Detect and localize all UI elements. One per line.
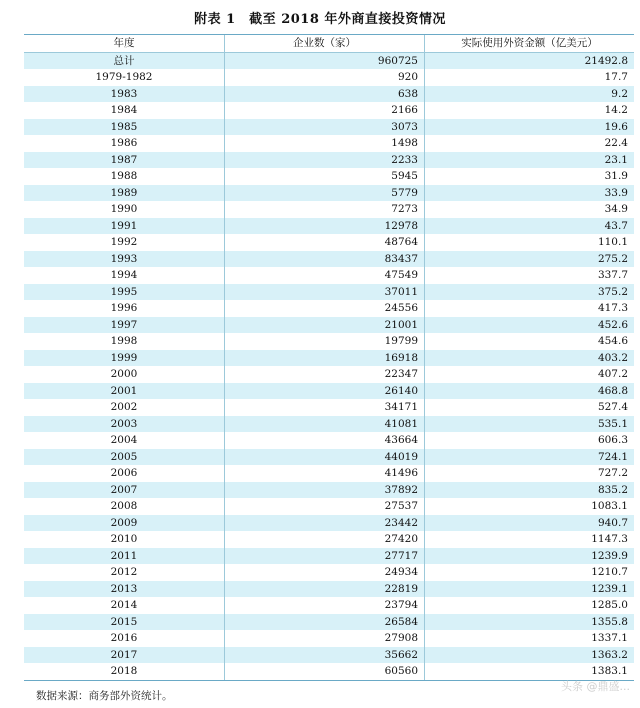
cell-amount: 34.9: [604, 203, 628, 215]
cell-year: 2016: [24, 630, 225, 647]
cell-year: 1998: [24, 333, 225, 350]
cell-amount: 1363.2: [591, 648, 628, 661]
table-row: [24, 234, 634, 251]
table-row: [24, 432, 634, 449]
cell-year: 1984: [24, 102, 225, 119]
cell-enterprises: 12978: [225, 218, 425, 235]
cell-enterprises: 35662: [225, 647, 425, 664]
table-row: [24, 53, 634, 70]
table-title: 附表 1 截至 2018 年外商直接投资情况: [194, 12, 446, 27]
cell-enterprises: 44019: [225, 449, 425, 466]
cell-amount: 275.2: [597, 252, 628, 265]
table-row: [24, 69, 634, 86]
cell-year: 1995: [24, 284, 225, 301]
cell-amount: 375.2: [597, 285, 628, 298]
cell-year: 2013: [24, 581, 225, 598]
cell-year: 2011: [24, 548, 225, 565]
cell-enterprises: 960725: [225, 53, 425, 70]
cell-amount: 23.1: [604, 153, 628, 166]
cell-year: 2006: [24, 465, 225, 482]
table-row: [24, 102, 634, 119]
cell-year: 1985: [24, 119, 225, 136]
cell-enterprises: 47549: [225, 267, 425, 284]
cell-year: 1979-1982: [24, 69, 225, 86]
cell-year: 1999: [24, 350, 225, 367]
table-row: [24, 168, 634, 185]
table-row: [24, 482, 634, 499]
cell-amount: 835.2: [597, 483, 628, 496]
cell-year: 2003: [24, 416, 225, 433]
cell-enterprises: 3073: [225, 119, 425, 136]
cell-amount: 110.1: [597, 236, 628, 248]
cell-year: 1997: [24, 317, 225, 334]
cell-amount: 940.7: [597, 516, 628, 529]
cell-enterprises: 24556: [225, 300, 425, 317]
cell-amount: 14.2: [604, 104, 628, 116]
cell-year: 2014: [24, 597, 225, 614]
cell-amount: 1239.9: [591, 549, 628, 562]
fdi-table: [24, 34, 634, 681]
cell-year: 2010: [24, 531, 225, 548]
cell-enterprises: 60560: [225, 663, 425, 680]
cell-enterprises: 16918: [225, 350, 425, 367]
cell-year: 1983: [24, 86, 225, 103]
cell-year: 2018: [24, 663, 225, 680]
cell-amount: 417.3: [597, 302, 628, 314]
cell-year: 1993: [24, 251, 225, 268]
cell-year: 1986: [24, 135, 225, 152]
cell-amount: 727.2: [597, 467, 628, 479]
cell-amount: 407.2: [597, 368, 628, 380]
cell-year: 1989: [24, 185, 225, 202]
table-row: [24, 218, 634, 235]
table-row: [24, 548, 634, 565]
watermark: 头条 @鼎盛...: [561, 680, 630, 693]
cell-year: 1988: [24, 168, 225, 185]
cell-enterprises: 27717: [225, 548, 425, 565]
header-year: 年度: [24, 35, 225, 52]
table-row: [24, 515, 634, 532]
cell-enterprises: 43664: [225, 432, 425, 449]
table-row: [24, 630, 634, 647]
table-row: [24, 383, 634, 400]
header-enterprises: 企业数（家）: [225, 35, 425, 52]
table-row: [24, 317, 634, 334]
header-amount: 实际使用外资金额（亿美元）: [461, 37, 598, 49]
cell-enterprises: 19799: [225, 333, 425, 350]
cell-amount: 21492.8: [584, 54, 628, 67]
cell-year: 2002: [24, 399, 225, 416]
cell-amount: 535.1: [597, 417, 628, 430]
cell-enterprises: 34171: [225, 399, 425, 416]
table-row: [24, 498, 634, 515]
table-row: [24, 152, 634, 169]
cell-amount: 468.8: [597, 384, 628, 397]
cell-enterprises: 22347: [225, 366, 425, 383]
table-row: [24, 416, 634, 433]
cell-enterprises: 5779: [225, 185, 425, 202]
table-row: [24, 135, 634, 152]
cell-enterprises: 23794: [225, 597, 425, 614]
cell-amount: 1285.0: [591, 599, 628, 611]
cell-amount: 1239.1: [591, 582, 628, 595]
cell-year: 2009: [24, 515, 225, 532]
cell-enterprises: 83437: [225, 251, 425, 268]
table-header-row: [24, 35, 634, 53]
cell-year: 2007: [24, 482, 225, 499]
cell-year: 2008: [24, 498, 225, 515]
cell-year: 1992: [24, 234, 225, 251]
table-row: [24, 251, 634, 268]
table-row: [24, 350, 634, 367]
table-row: [24, 185, 634, 202]
cell-year: 2004: [24, 432, 225, 449]
cell-amount: 403.2: [597, 351, 628, 364]
cell-amount: 724.1: [597, 450, 628, 463]
table-body: [24, 53, 634, 680]
cell-enterprises: 27908: [225, 630, 425, 647]
cell-year: 1991: [24, 218, 225, 235]
cell-amount: 1210.7: [591, 566, 628, 578]
cell-enterprises: 7273: [225, 201, 425, 218]
table-row: [24, 597, 634, 614]
table-row: [24, 119, 634, 136]
cell-amount: 337.7: [597, 269, 628, 281]
cell-amount: 33.9: [604, 186, 628, 199]
cell-enterprises: 22819: [225, 581, 425, 598]
cell-enterprises: 21001: [225, 317, 425, 334]
table-row: [24, 449, 634, 466]
cell-amount: 606.3: [597, 434, 628, 446]
table-row: [24, 267, 634, 284]
table-row: [24, 581, 634, 598]
cell-enterprises: 26140: [225, 383, 425, 400]
cell-enterprises: 48764: [225, 234, 425, 251]
table-row: [24, 333, 634, 350]
table-row: [24, 614, 634, 631]
table-row: [24, 531, 634, 548]
table-row: [24, 300, 634, 317]
cell-amount: 1383.1: [591, 665, 628, 677]
table-row: [24, 465, 634, 482]
cell-enterprises: 638: [225, 86, 425, 103]
cell-year: 2017: [24, 647, 225, 664]
cell-year: 1996: [24, 300, 225, 317]
cell-enterprises: 23442: [225, 515, 425, 532]
cell-amount: 9.2: [611, 87, 628, 100]
cell-amount: 1337.1: [591, 632, 628, 644]
cell-amount: 1083.1: [591, 500, 628, 512]
cell-enterprises: 37011: [225, 284, 425, 301]
table-row: [24, 564, 634, 581]
cell-year: 1987: [24, 152, 225, 169]
cell-amount: 527.4: [597, 401, 628, 413]
cell-enterprises: 1498: [225, 135, 425, 152]
cell-year: 2012: [24, 564, 225, 581]
cell-amount: 31.9: [604, 170, 628, 182]
cell-enterprises: 41496: [225, 465, 425, 482]
cell-amount: 19.6: [604, 120, 628, 133]
table-row: [24, 663, 634, 680]
table-row: [24, 366, 634, 383]
table-row: [24, 647, 634, 664]
cell-enterprises: 2166: [225, 102, 425, 119]
cell-amount: 22.4: [604, 137, 628, 149]
table-row: [24, 201, 634, 218]
cell-year: 1990: [24, 201, 225, 218]
cell-year: 2001: [24, 383, 225, 400]
cell-enterprises: 27420: [225, 531, 425, 548]
cell-enterprises: 24934: [225, 564, 425, 581]
cell-enterprises: 920: [225, 69, 425, 86]
cell-amount: 43.7: [604, 219, 628, 232]
cell-amount: 1355.8: [591, 615, 628, 628]
table-row: [24, 399, 634, 416]
cell-year: 2005: [24, 449, 225, 466]
cell-enterprises: 5945: [225, 168, 425, 185]
cell-year: 2000: [24, 366, 225, 383]
cell-enterprises: 37892: [225, 482, 425, 499]
cell-enterprises: 41081: [225, 416, 425, 433]
table-row: [24, 284, 634, 301]
cell-year: 2015: [24, 614, 225, 631]
cell-enterprises: 2233: [225, 152, 425, 169]
cell-amount: 454.6: [597, 335, 628, 347]
cell-amount: 1147.3: [591, 533, 628, 545]
cell-enterprises: 26584: [225, 614, 425, 631]
source-note: 数据来源：商务部外资统计。: [36, 690, 173, 702]
table-row: [24, 86, 634, 103]
cell-year: 1994: [24, 267, 225, 284]
cell-year: 总计: [24, 53, 225, 70]
cell-amount: 452.6: [597, 318, 628, 331]
cell-enterprises: 27537: [225, 498, 425, 515]
cell-amount: 17.7: [604, 71, 628, 83]
